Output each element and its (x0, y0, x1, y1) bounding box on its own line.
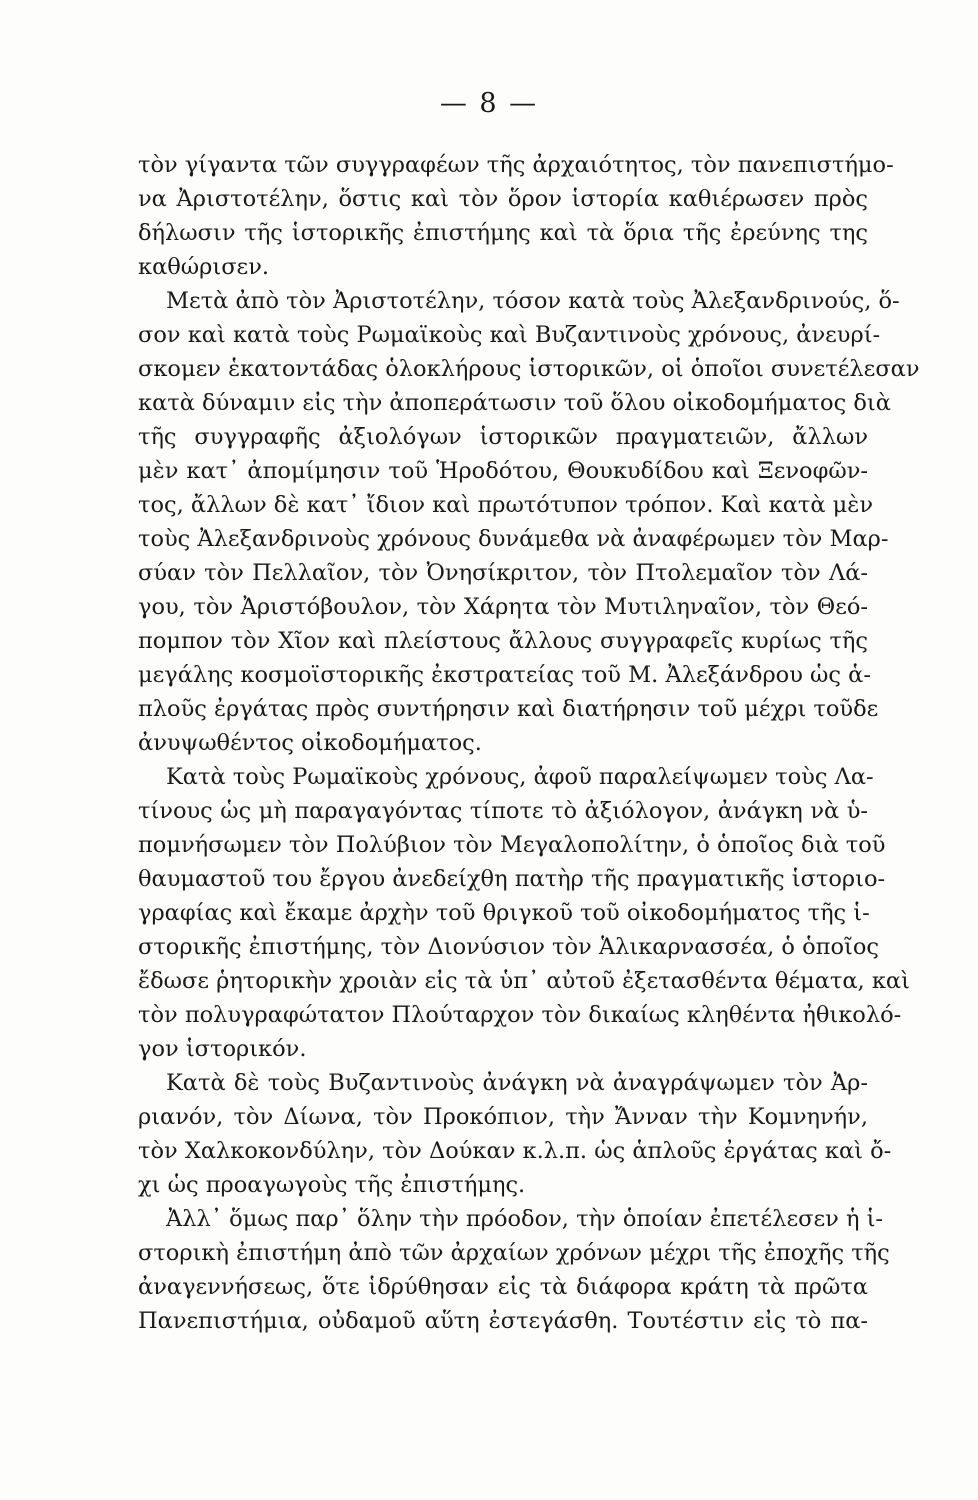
page-number: — 8 — (439, 88, 539, 119)
text-line: πλοῦς ἐργάτας πρὸς συντήρησιν καὶ διατήρησιν τοῦ μέχρι τοῦδε (138, 696, 879, 722)
text-line: γραφίας καὶ ἔκαμε ἀρχὴν τοῦ θριγκοῦ τοῦ οἰκοδομήματος τῆς ἱ- (138, 900, 870, 926)
text-line: ἔδωσε ῥητορικὴν χροιὰν εἰς τὰ ὑπ᾿ αὐτοῦ ἐξετασθέντα θέματα, καὶ (138, 968, 910, 994)
text-line: τίνους ὡς μὴ παραγαγόντας τίποτε τὸ ἀξιόλογον, ἀνάγκη νὰ ὑ- (138, 798, 868, 824)
paragraph-start-line: Κατὰ δὲ τοὺς Βυζαντινοὺς ἀνάγκη νὰ ἀναγράψωμεν τὸν Ἀρ- (166, 1070, 868, 1096)
text-line: τος, ἄλλων δὲ κατ᾿ ἴδιον καὶ πρωτότυπον τρόπον. Καὶ κατὰ μὲν (138, 492, 874, 518)
text-line: γου, τὸν Ἀριστόβουλον, τὸν Χάρητα τὸν Μυτιληναῖον, τὸν Θεό- (138, 594, 868, 620)
text-line: κατὰ δύναμιν εἰς τὴν ἀποπεράτωσιν τοῦ ὅλου οἰκοδομήματος διὰ (138, 390, 891, 416)
text-line: τὸν πολυγραφώτατον Πλούταρχον τὸν δικαίως κληθέντα ἠθικολό- (138, 1002, 902, 1028)
text-line: μεγάλης κοσμοϊστορικῆς ἐκστρατείας τοῦ Μ. Ἀλεξάνδρου ὡς ἁ- (138, 662, 871, 688)
text-line: θαυμαστοῦ του ἔργου ἀνεδείχθη πατὴρ τῆς πραγματικῆς ἱστοριο- (138, 866, 886, 892)
text-line: πομνήσωμεν τὸν Πολύβιον τὸν Μεγαλοπολίτην, ὁ ὁποῖος διὰ τοῦ (138, 832, 886, 858)
text-line: γον ἱστορικόν. (138, 1036, 307, 1062)
text-line: Πανεπιστήμια, οὐδαμοῦ αὕτη ἐστεγάσθη. Τουτέστιν εἰς τὸ πα- (138, 1308, 868, 1334)
paragraph-start-line: Κατὰ τοὺς Ρωμαϊκοὺς χρόνους, ἀφοῦ παραλείψωμεν τοὺς Λα- (166, 764, 874, 790)
text-line: σύαν τὸν Πελλαῖον, τὸν Ὀνησίκριτον, τὸν Πτολεμαῖον τὸν Λά- (138, 560, 868, 586)
text-line: στορικὴ ἐπιστήμη ἀπὸ τῶν ἀρχαίων χρόνων μέχρι τῆς ἐποχῆς τῆς (138, 1240, 890, 1266)
text-line: πομπον τὸν Χῖον καὶ πλείστους ἄλλους συγγραφεῖς κυρίως τῆς (138, 628, 868, 654)
text-line: στορικῆς ἐπιστήμης, τὸν Διονύσιον τὸν Ἁλικαρνασσέα, ὁ ὁποῖος (138, 934, 879, 960)
text-line: τοὺς Ἀλεξανδρινοὺς χρόνους δυνάμεθα νὰ ἀναφέρωμεν τὸν Μαρ- (138, 526, 889, 552)
text-line: τὸν Χαλκοκονδύλην, τὸν Δούκαν κ.λ.π. ὡς ἁπλοῦς ἐργάτας καὶ ὄ- (138, 1138, 892, 1164)
text-line: τὸν γίγαντα τῶν συγγραφέων τῆς ἀρχαιότητος, τὸν πανεπιστήμο- (138, 152, 894, 178)
text-line: τῆς συγγραφῆς ἀξιολόγων ἱστορικῶν πραγματειῶν, ἄλλων (138, 424, 868, 450)
body-text (138, 148, 920, 1338)
text-line: ριανόν, τὸν Δίωνα, τὸν Προκόπιον, τὴν Ἄνναν τὴν Κομνηνήν, (138, 1104, 868, 1130)
text-line: καθώρισεν. (138, 254, 270, 280)
text-line: χι ὡς προαγωγοὺς τῆς ἐπιστήμης. (138, 1172, 526, 1198)
text-line: δήλωσιν τῆς ἱστορικῆς ἐπιστήμης καὶ τὰ ὅρια τῆς ἐρεύνης της (138, 220, 868, 246)
text-line: ἀνυψωθέντος οἰκοδομήματος. (138, 730, 482, 756)
text-line: σκομεν ἑκατοντάδας ὁλοκλήρους ἱστορικῶν, οἱ ὁποῖοι συνετέλεσαν (138, 356, 920, 382)
paragraph-start-line: Ἀλλ᾿ ὅμως παρ᾿ ὅλην τὴν πρόοδον, τὴν ὁποίαν ἐπετέλεσεν ἡ ἱ- (166, 1206, 884, 1232)
text-line: μὲν κατ᾿ ἀπομίμησιν τοῦ Ἡροδότου, Θουκυδίδου καὶ Ξενοφῶν- (138, 458, 868, 484)
text-line: σον καὶ κατὰ τοὺς Ρωμαϊκοὺς καὶ Βυζαντινοὺς χρόνους, ἀνευρί- (138, 322, 881, 348)
paragraph-start-line: Μετὰ ἀπὸ τὸν Ἀριστοτέλην, τόσον κατὰ τοὺς Ἀλεξανδρινούς, ὅ- (166, 288, 900, 314)
text-line: ἀναγεννήσεως, ὅτε ἱδρύθησαν εἰς τὰ διάφορα κράτη τὰ πρῶτα (138, 1274, 868, 1300)
text-line: να Ἀριστοτέλην, ὅστις καὶ τὸν ὅρον ἱστορία καθιέρωσεν πρὸς (138, 186, 868, 212)
